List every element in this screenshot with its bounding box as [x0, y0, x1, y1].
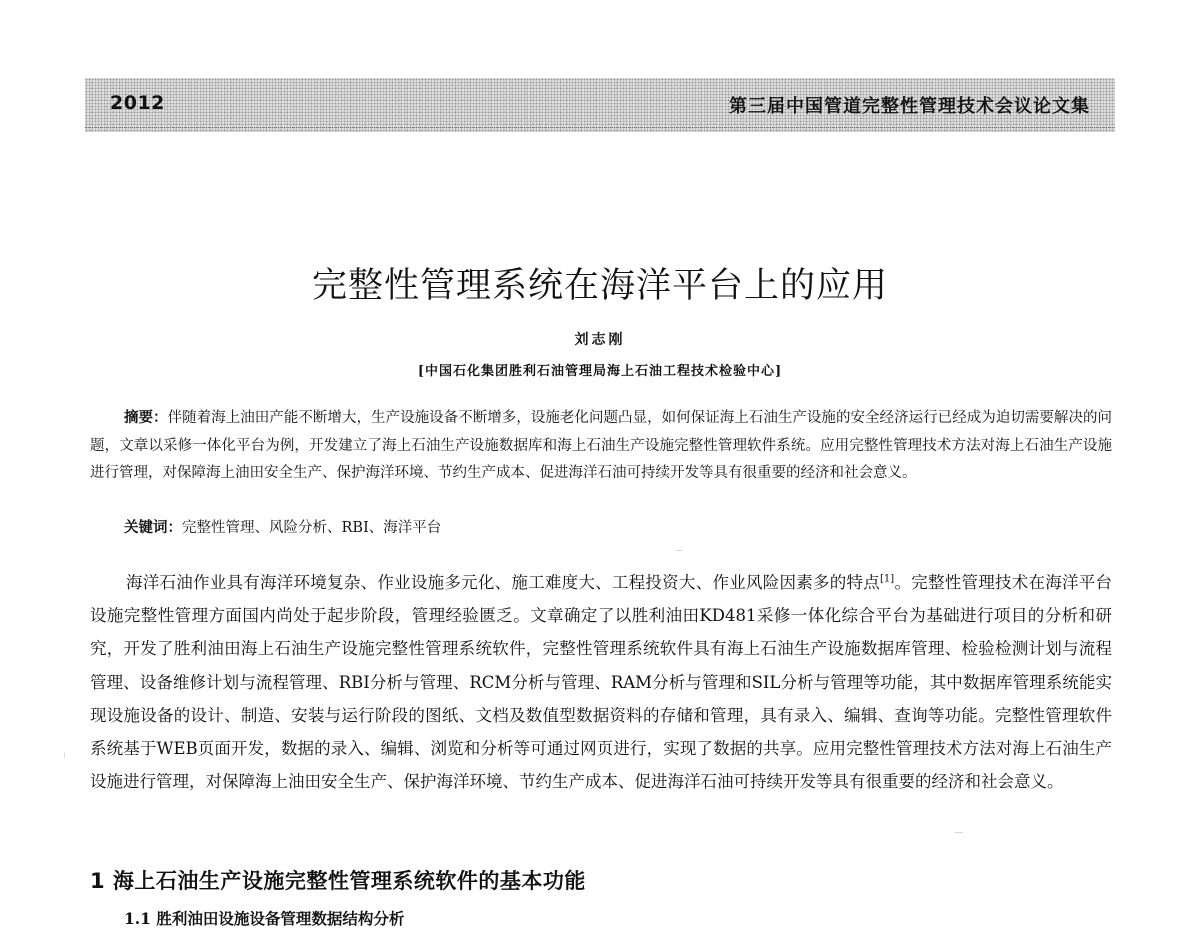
author: 刘志刚	[574, 332, 626, 348]
scan-mark	[64, 752, 65, 758]
paper-title: 完整性管理系统在海洋平台上的应用	[311, 266, 888, 306]
header-year: 2012	[110, 92, 165, 114]
keywords-text: 完整性管理、风险分析、RBI、海洋平台	[182, 520, 442, 536]
affiliation: [中国石化集团胜利石油管理局海上石油工程技术检验中心]	[417, 364, 783, 379]
keywords	[124, 514, 441, 542]
body-text-part-1: 海洋石油作业具有海洋环境复杂、作业设施多元化、施工难度大、工程投资大、作业风险因素多的特点	[126, 573, 881, 592]
scan-mark	[955, 832, 963, 833]
body-paragraph	[90, 566, 1112, 798]
section-heading: 1 海上石油生产设施完整性管理系统软件的基本功能	[90, 869, 586, 893]
subsection-heading: 1.1 胜利油田设施设备管理数据结构分析	[124, 909, 405, 928]
body-text-part-2: 。完整性管理技术在海洋平台设施完整性管理方面国内尚处于起步阶段，管理经验匮乏。文章确定了以胜利油田KD481采修一体化综合平台为基础进行项目的分析和研究，开发了胜利油田海上石油生产设施完整性管理系统软件，完整性管理系统软件具有海上石油生产设施数据库管理、检验检测计划与流程管理、设备维修计划与流程管理、RBI分析与管理、RCM分析与管理、RAM分析与管理和SIL分析与管理等功能，其中数据库管理系统能实现设施设备的设计、制造、安装与运行阶段的图纸、文档及数值型数据资料的存储和管理，具有录入、编辑、查询等功能。完整性管理软件系统基于WEB页面开发，数据的录入、编辑、浏览和分析等可通过网页进行，实现了数据的共享。应用完整性管理技术方法对海上石油生产设施进行管理，对保障海上油田安全生产、保护海洋环境、节约生产成本、促进海洋石油可持续开发等具有很重要的经济和社会意义。	[90, 573, 1113, 792]
abstract	[90, 404, 1112, 488]
abstract-text: 伴随着海上油田产能不断增大，生产设施设备不断增多，设施老化问题凸显，如何保证海上石油生产设施的安全经济运行已经成为迫切需要解决的问题，文章以采修一体化平台为例，开发建立了海上石油生产设施数据库和海上石油生产设施完整性管理软件系统。应用完整性管理技术方法对海上石油生产设施进行管理，对保障海上油田安全生产、保护海洋环境、节约生产成本、促进海洋石油可持续开发等具有很重要的经济和社会意义。	[90, 410, 1112, 481]
keywords-label: 关键词：	[124, 519, 182, 536]
abstract-label: 摘要：	[124, 409, 168, 426]
citation-marker: [1]	[880, 573, 895, 585]
header-journal-title: 第三届中国管道完整性管理技术会议论文集	[729, 96, 1090, 117]
scan-mark	[676, 550, 682, 551]
